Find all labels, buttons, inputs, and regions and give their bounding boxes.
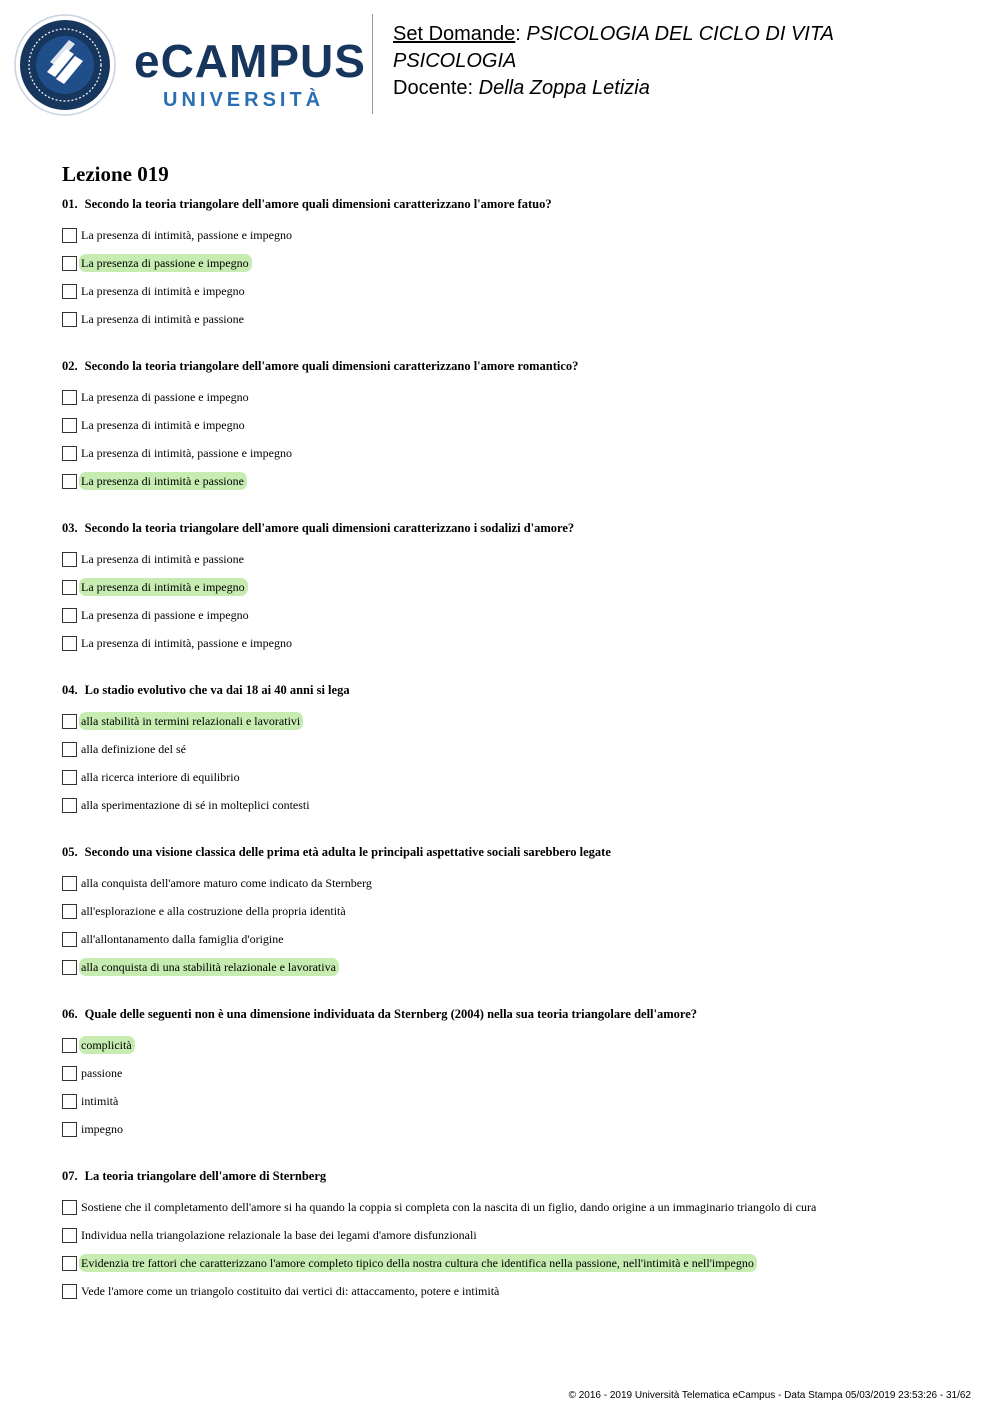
question-block xyxy=(62,520,962,657)
answer-label: impegno xyxy=(81,1122,123,1136)
answer-checkbox[interactable] xyxy=(62,580,77,595)
answer-label: all'allontanamento dalla famiglia d'origine xyxy=(81,932,284,946)
answer-checkbox[interactable] xyxy=(62,418,77,433)
answer-label: intimità xyxy=(81,1094,119,1108)
answer-option[interactable] xyxy=(62,1059,962,1087)
answer-checkbox[interactable] xyxy=(62,904,77,919)
answer-label: all'esplorazione e alla costruzione della propria identità xyxy=(81,904,346,918)
answer-checkbox[interactable] xyxy=(62,1038,77,1053)
answer-checkbox[interactable] xyxy=(62,552,77,567)
header-info xyxy=(393,21,834,102)
question-text xyxy=(62,358,962,374)
set-label: Set Domande xyxy=(393,23,516,45)
answer-checkbox[interactable] xyxy=(62,1284,77,1299)
answer-label: La presenza di intimità e passione xyxy=(81,312,244,326)
correct-answer-label: La presenza di intimità e passione xyxy=(79,472,247,490)
course-name: PSICOLOGIA DEL CICLO DI VITA xyxy=(526,23,834,45)
answer-option[interactable] xyxy=(62,601,962,629)
question-block xyxy=(62,358,962,495)
lesson-title: Lezione 019 xyxy=(62,162,169,186)
correct-answer-label: alla stabilità in termini relazionali e lavorativi xyxy=(79,712,303,730)
question-label: Quale delle seguenti non è una dimensione individuata da Sternberg (2004) nella sua teoria triangolare dell'amore? xyxy=(84,1007,698,1021)
answer-option[interactable] xyxy=(62,383,962,411)
answer-option[interactable] xyxy=(62,545,962,573)
answer-checkbox[interactable] xyxy=(62,1066,77,1081)
answer-option[interactable] xyxy=(62,925,962,953)
answer-checkbox[interactable] xyxy=(62,770,77,785)
correct-answer-label: complicità xyxy=(79,1036,135,1054)
question-text xyxy=(62,844,962,860)
answer-label: alla sperimentazione di sé in molteplici contesti xyxy=(81,798,310,812)
answer-option[interactable] xyxy=(62,1115,962,1143)
answer-label: La presenza di intimità e impegno xyxy=(81,418,245,432)
question-text xyxy=(62,196,962,212)
answer-label: La presenza di passione e impegno xyxy=(81,390,249,404)
question-number: 03. xyxy=(62,521,78,535)
answer-option[interactable] xyxy=(62,629,962,657)
question-number: 05. xyxy=(62,845,78,859)
answer-option[interactable] xyxy=(62,573,962,601)
answer-option[interactable] xyxy=(62,249,962,277)
answer-label: La presenza di intimità e impegno xyxy=(81,284,245,298)
answer-label: alla ricerca interiore di equilibrio xyxy=(81,770,240,784)
answer-label: La presenza di intimità, passione e impegno xyxy=(81,446,292,460)
question-number: 07. xyxy=(62,1169,78,1183)
question-text xyxy=(62,682,962,698)
question-label: La teoria triangolare dell'amore di Sternberg xyxy=(84,1169,327,1183)
answer-option[interactable] xyxy=(62,221,962,249)
answer-checkbox[interactable] xyxy=(62,312,77,327)
answer-option[interactable] xyxy=(62,305,962,333)
answer-label: La presenza di intimità, passione e impegno xyxy=(81,228,292,242)
answer-label: alla definizione del sé xyxy=(81,742,186,756)
question-text xyxy=(62,1168,962,1184)
questions-list xyxy=(62,196,962,1305)
answer-option[interactable] xyxy=(62,439,962,467)
answer-checkbox[interactable] xyxy=(62,798,77,813)
answer-option[interactable] xyxy=(62,1277,962,1305)
answer-checkbox[interactable] xyxy=(62,1094,77,1109)
question-number: 04. xyxy=(62,683,78,697)
answer-checkbox[interactable] xyxy=(62,390,77,405)
answer-checkbox[interactable] xyxy=(62,284,77,299)
answer-option[interactable] xyxy=(62,277,962,305)
teacher-name: Della Zoppa Letizia xyxy=(478,77,650,99)
question-text xyxy=(62,1006,962,1022)
logo-subtitle: UNIVERSITÀ xyxy=(163,89,325,111)
answer-option[interactable] xyxy=(62,791,962,819)
answer-label: La presenza di passione e impegno xyxy=(81,608,249,622)
correct-answer-label: Evidenzia tre fattori che caratterizzano l'amore completo tipico della nostra cultura che identifica nella passione, nell'intimità e nell'impegno xyxy=(79,1254,757,1272)
answer-checkbox[interactable] xyxy=(62,1200,77,1215)
teacher-label: Docente xyxy=(393,77,468,99)
answer-option[interactable] xyxy=(62,467,962,495)
header-divider xyxy=(372,14,373,114)
answer-checkbox[interactable] xyxy=(62,228,77,243)
answer-option[interactable] xyxy=(62,1031,962,1059)
answer-option[interactable] xyxy=(62,763,962,791)
answer-checkbox[interactable] xyxy=(62,446,77,461)
answer-label: La presenza di intimità, passione e impegno xyxy=(81,636,292,650)
correct-answer-label: alla conquista di una stabilità relazionale e lavorativa xyxy=(79,958,339,976)
set-line: Set Domande: PSICOLOGIA DEL CICLO DI VITA xyxy=(393,23,834,45)
question-label: Secondo una visione classica delle prima età adulta le principali aspettative sociali sarebbero legate xyxy=(84,845,611,859)
page-footer: © 2016 - 2019 Università Telematica eCampus - Data Stampa 05/03/2019 23:53:26 - 31/62 xyxy=(568,1390,971,1401)
answer-option[interactable] xyxy=(62,735,962,763)
question-block xyxy=(62,1006,962,1143)
answer-option[interactable] xyxy=(62,411,962,439)
answer-checkbox[interactable] xyxy=(62,960,77,975)
answer-checkbox[interactable] xyxy=(62,256,77,271)
answer-checkbox[interactable] xyxy=(62,608,77,623)
correct-answer-label: La presenza di passione e impegno xyxy=(79,254,252,272)
answer-option[interactable] xyxy=(62,1087,962,1115)
answer-checkbox[interactable] xyxy=(62,714,77,729)
question-label: Secondo la teoria triangolare dell'amore quali dimensioni caratterizzano l'amore fatuo? xyxy=(84,197,552,211)
answer-checkbox[interactable] xyxy=(62,636,77,651)
page-header xyxy=(0,0,1000,120)
answer-option[interactable] xyxy=(62,1221,962,1249)
question-block xyxy=(62,1168,962,1305)
question-number: 02. xyxy=(62,359,78,373)
page-content xyxy=(62,162,962,1330)
answer-label: passione xyxy=(81,1066,123,1080)
answer-checkbox[interactable] xyxy=(62,1122,77,1137)
logo-wordmark: eCAMPUS xyxy=(134,35,366,87)
answer-option[interactable] xyxy=(62,1193,962,1221)
question-block xyxy=(62,844,962,981)
answer-option[interactable] xyxy=(62,897,962,925)
answer-checkbox[interactable] xyxy=(62,474,77,489)
answer-option[interactable] xyxy=(62,1249,962,1277)
question-block xyxy=(62,196,962,333)
question-label: Secondo la teoria triangolare dell'amore quali dimensioni caratterizzano l'amore romantico? xyxy=(84,359,579,373)
answer-label: Individua nella triangolazione relazionale la base dei legami d'amore disfunzionali xyxy=(81,1228,477,1242)
answer-label: alla conquista dell'amore maturo come indicato da Sternberg xyxy=(81,876,372,890)
question-number: 01. xyxy=(62,197,78,211)
question-label: Secondo la teoria triangolare dell'amore quali dimensioni caratterizzano i sodalizi d'amore? xyxy=(84,521,575,535)
answer-checkbox[interactable] xyxy=(62,1256,77,1271)
answer-label: Sostiene che il completamento dell'amore si ha quando la coppia si completa con la nascita di un figlio, dando origine a un immaginario triangolo di cura xyxy=(81,1200,817,1214)
answer-checkbox[interactable] xyxy=(62,876,77,891)
question-block xyxy=(62,682,962,819)
question-number: 06. xyxy=(62,1007,78,1021)
answer-checkbox[interactable] xyxy=(62,1228,77,1243)
question-label: Lo stadio evolutivo che va dai 18 ai 40 anni si lega xyxy=(84,683,350,697)
answer-checkbox[interactable] xyxy=(62,742,77,757)
answer-checkbox[interactable] xyxy=(62,932,77,947)
ecampus-seal-icon xyxy=(14,14,116,116)
subject-name: PSICOLOGIA xyxy=(393,50,517,72)
answer-option[interactable] xyxy=(62,869,962,897)
answer-label: Vede l'amore come un triangolo costituito dai vertici di: attaccamento, potere e intimità xyxy=(81,1284,500,1298)
subject-line xyxy=(393,48,834,75)
answer-option[interactable] xyxy=(62,953,962,981)
correct-answer-label: La presenza di intimità e impegno xyxy=(79,578,248,596)
ecampus-logo xyxy=(14,14,366,116)
question-text xyxy=(62,520,962,536)
answer-option[interactable] xyxy=(62,707,962,735)
teacher-line: Docente: Della Zoppa Letizia xyxy=(393,77,650,99)
answer-label: La presenza di intimità e passione xyxy=(81,552,244,566)
